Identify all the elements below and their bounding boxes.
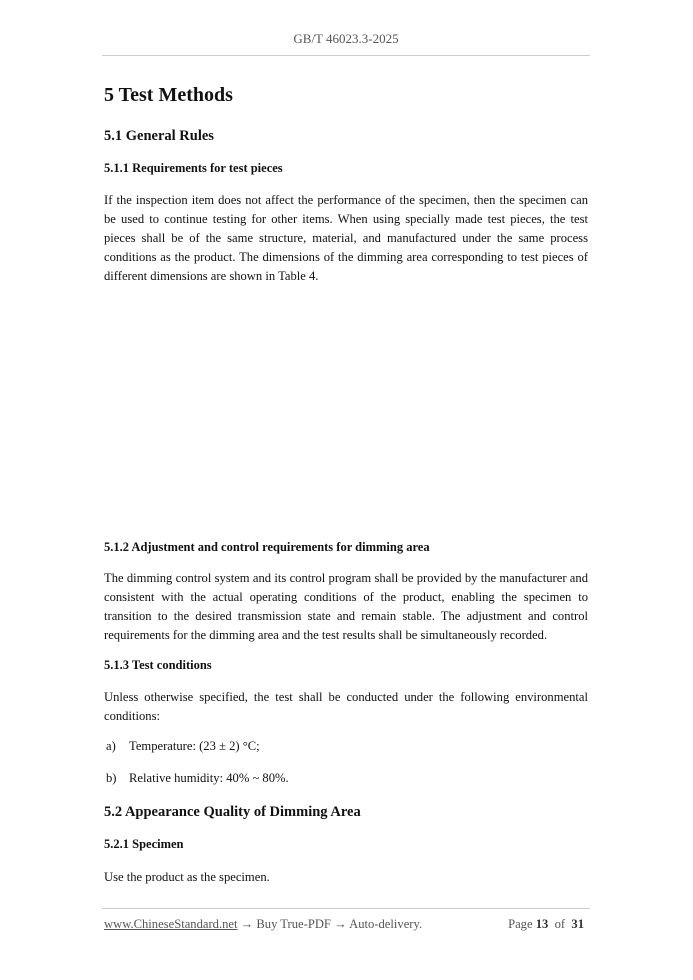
list-text: Relative humidity: 40% ~ 80%. (129, 771, 289, 785)
current-page: 13 (535, 917, 549, 931)
section-heading-5-1-1: 5.1.1 Requirements for test pieces (104, 161, 283, 175)
paragraph-specimen: Use the product as the specimen. (104, 870, 270, 884)
of-label: of (554, 917, 566, 931)
section-heading-5-1-3: 5.1.3 Test conditions (104, 658, 212, 672)
list-text: Temperature: (23 ± 2) °C; (129, 739, 260, 753)
section-heading-5: 5 Test Methods (104, 84, 233, 106)
list-marker: b) (106, 771, 117, 785)
section-heading-5-1: 5.1 General Rules (104, 128, 214, 144)
site-link[interactable]: www.ChineseStandard.net (104, 917, 238, 931)
section-heading-5-1-2: 5.1.2 Adjustment and control requirements for dimming area (104, 540, 430, 554)
list-item-temperature (106, 739, 590, 754)
total-pages: 31 (571, 917, 584, 931)
footer-left (104, 917, 422, 932)
page-footer (104, 917, 584, 932)
paragraph-test-conditions: Unless otherwise specified, the test shall be conducted under the following environmental conditions: (104, 690, 588, 723)
header-divider (102, 55, 590, 56)
list-item-humidity (106, 771, 590, 786)
paragraph-dimming-control: The dimming control system and its control program shall be provided by the manufacturer and consistent with the actual operating conditions of the product, enabling the specimen to transition to the desired transmission state and remain stable. The adjustment and control requirements for the dimming area and the test results shall be simultaneously recorded. (104, 571, 588, 642)
section-heading-5-2-1: 5.2.1 Specimen (104, 837, 184, 851)
section-heading-5-2: 5.2 Appearance Quality of Dimming Area (104, 804, 361, 820)
paragraph-test-pieces: If the inspection item does not affect the performance of the specimen, then the specimen can be used to continue testing for other items. When using specially made test pieces, the test pieces shall be of the same structure, material, and manufactured under the same process conditions as the product. The dimensions of the dimming area corresponding to test pieces of different dimensions are shown in Table 4. (104, 193, 588, 283)
running-header: GB/T 46023.3-2025 (293, 31, 399, 46)
page-label: Page (508, 917, 533, 931)
page-number (508, 917, 584, 932)
list-marker: a) (106, 739, 116, 753)
footer-tagline: → Buy True-PDF → Auto-delivery. (237, 917, 423, 931)
footer-divider (102, 908, 590, 909)
